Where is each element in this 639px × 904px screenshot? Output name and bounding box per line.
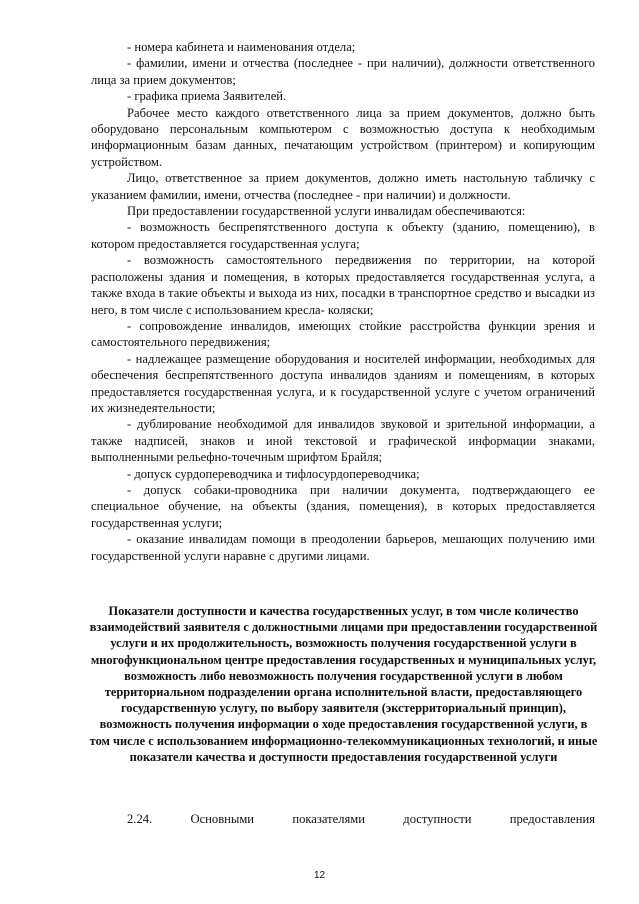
list-item-access: - возможность беспрепятственного доступа к объекту (зданию, помещению), в котором предоставляется государственная услуга;	[91, 220, 595, 251]
paragraph-workplace: Рабочее место каждого ответственного лица за прием документов, должно быть оборудовано персональным компьютером с возможностью доступа к необходимым информационным базам данных, печатающим устройством (принтером) и копирующим устройством.	[91, 105, 595, 169]
list-item-escort: - сопровождение инвалидов, имеющих стойкие расстройства функции зрения и самостоятельного передвижения;	[91, 318, 595, 350]
list-item-guide-dog: - допуск собаки-проводника при наличии документа, подтверждающего ее специальное обучение, на объекты (здания, помещения), в которых предоставляется государственная услуги;	[91, 482, 595, 530]
page-number: 12	[313, 870, 326, 881]
list-item-equipment: - надлежащее размещение оборудования и носителей информации, необходимых для обеспечения беспрепятственного доступа инвалидов зданиям и помещениям, в которых предоставляется государственная услуга, и к государственной услуге с учетом ограничений их жизнедеятельности;	[91, 351, 595, 415]
list-item-movement: - возможность самостоятельного передвижения по территории, на которой расположены здания и помещения, в которых предоставляется государственная услуга, а также входа в такие объекты и выхода из них, посадки в транспортное средство и высадки из него, в том числе с использованием кресла- коляски;	[91, 253, 595, 317]
paragraph-disabled-provision: При предоставлении государственной услуги инвалидам обеспечиваются:	[127, 204, 526, 219]
paragraph-nameplate: Лицо, ответственное за прием документов, должно иметь настольную табличку с указанием фамилии, имени, отчества (последнее - при наличии) и должности.	[91, 171, 595, 202]
body-text	[91, 39, 595, 564]
list-item-sign-interpreter: - допуск сурдопереводчика и тифлосурдопереводчика;	[127, 466, 420, 481]
list-item-reception-schedule: - графика приема Заявителей.	[127, 89, 287, 104]
list-item-office-number: - номера кабинета и наименования отдела;	[127, 40, 356, 54]
section-heading: Показатели доступности и качества государственных услуг, в том числе количество взаимодействий заявителя с должностными лицами при предоставлении государственной услуги и их продолжительность, возможность получения государственной услуги в многофункциональном центре предоставления государственных и муниципальных услуг, возможность либо невозможность получения государственной услуги в любом территориальном подразделении органа исполнительной власти, предоставляющего государственную услугу, по выбору заявителя (экстерриториальный принцип), возможность получения информации о ходе предоставления государственной услуги, в том числе с использованием информационно-телекоммуникационных технологий, и иные показатели качества и доступности предоставления государственной услуги	[89, 604, 598, 764]
paragraph-2-24: 2.24. Основными показателями доступности предоставления	[127, 812, 595, 826]
list-item-responsible-person: - фамилии, имени и отчества (последнее - при наличии), должности ответственного лица за прием документов;	[91, 56, 595, 87]
list-item-assistance: - оказание инвалидам помощи в преодолении барьеров, мешающих получению ими государственной услуги наравне с другими лицами.	[91, 532, 595, 563]
list-item-braille: - дублирование необходимой для инвалидов звуковой и зрительной информации, а также надписей, знаков и иной текстовой и графической информации знаками, выполненными рельефно-точечным шрифтом Брайля;	[91, 417, 595, 465]
